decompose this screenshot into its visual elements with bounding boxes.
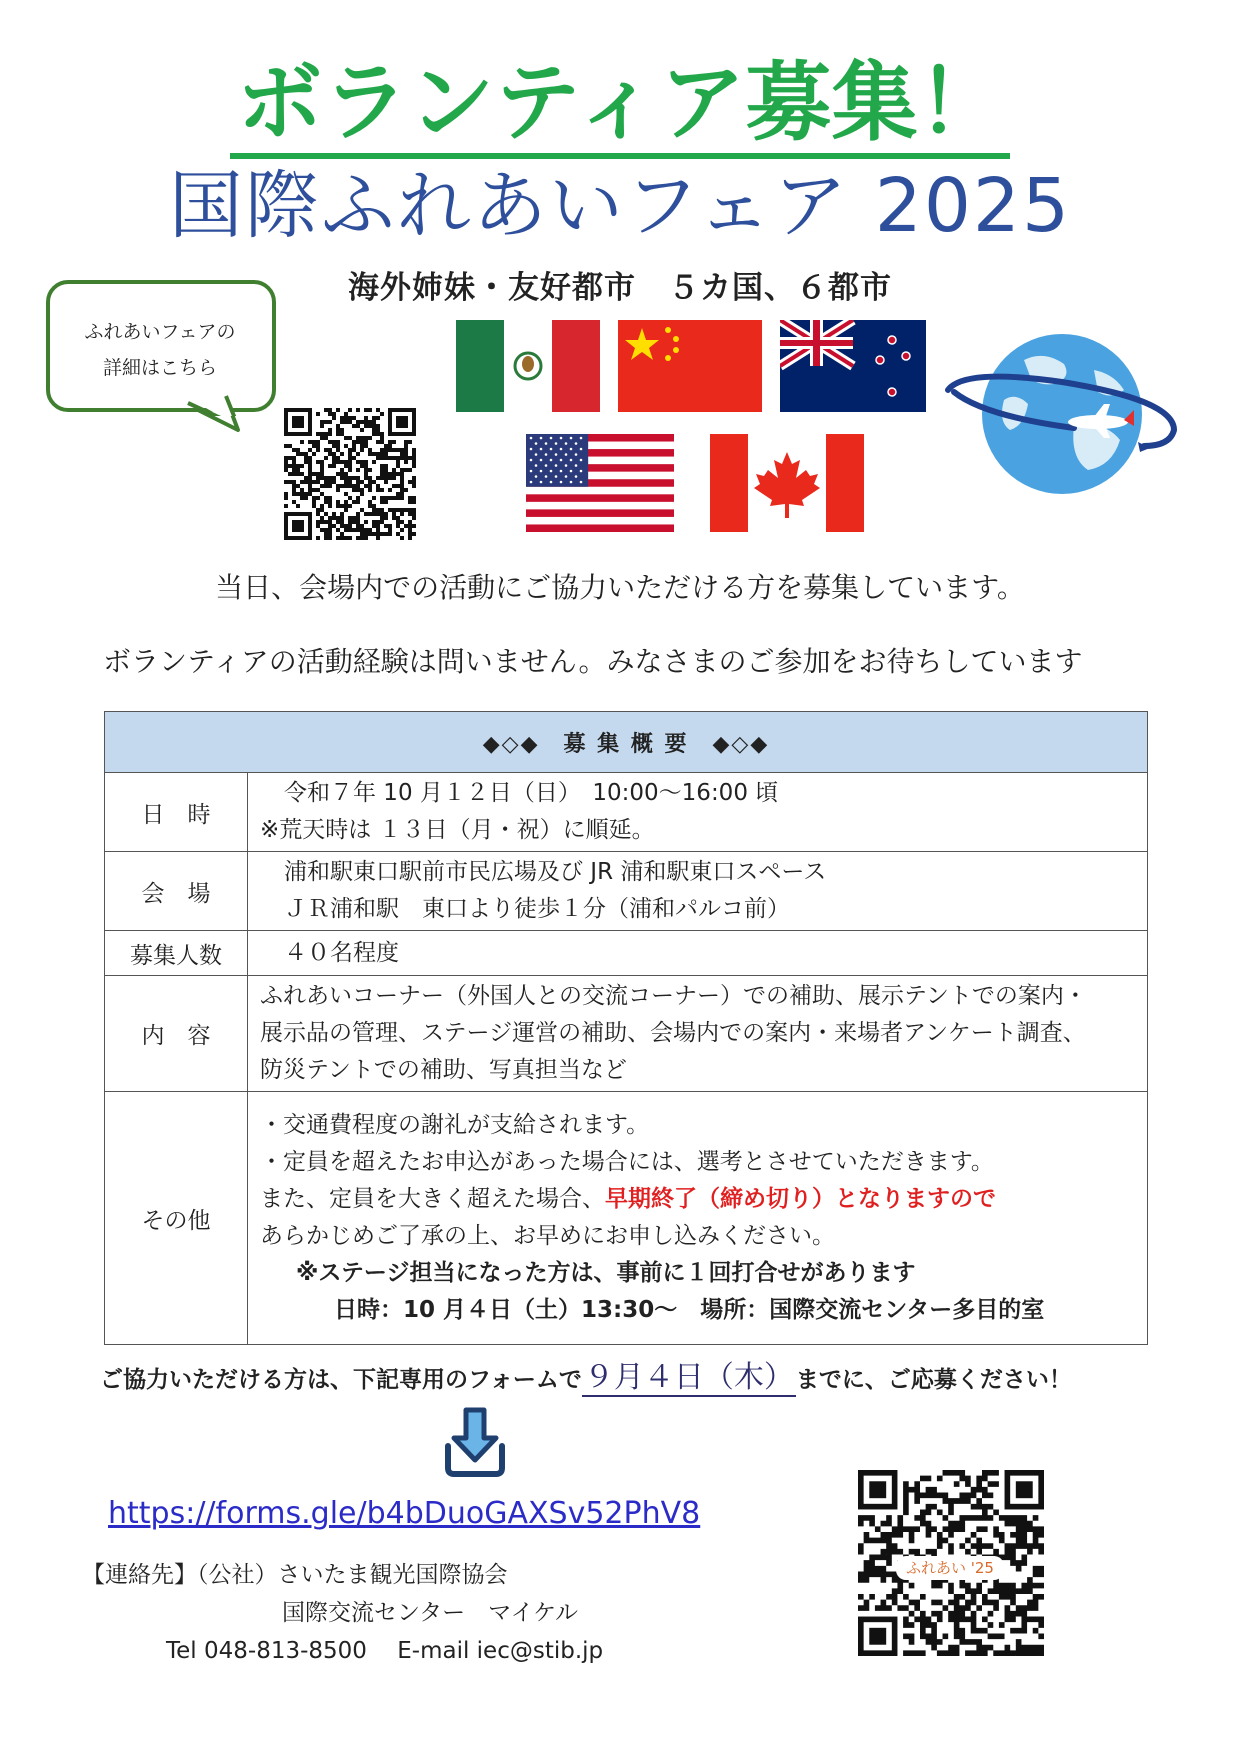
intro-line-1: 当日、会場内での活動にご協力いただける方を募集しています。 <box>215 571 1025 604</box>
apply-suffix: までに、ご応募ください！ <box>795 1367 1072 1393</box>
content-line-3: 防災テントでの補助、写真担当など <box>260 1057 627 1083</box>
venue-access: ＪＲ浦和駅 東口より徒歩１分（浦和パルコ前） <box>284 896 790 922</box>
other-line-4: あらかじめご了承の上、お早めにお申し込みください。 <box>260 1223 835 1249</box>
venue-value: 浦和駅東口駅前市民広場及び JR 浦和駅東口スペース <box>284 859 827 885</box>
count-value: ４０名程度 <box>284 939 399 966</box>
main-title-text: ボランティア募集！ <box>230 53 1009 159</box>
qr-logo-label: ふれあい '25 <box>896 1556 1004 1580</box>
meeting-schedule: 日時：10 月４日（土）13:30～ 場所：国際交流センター多目的室 <box>334 1297 1045 1323</box>
china-flag <box>618 320 762 412</box>
usa-flag <box>526 434 674 532</box>
venue-label: 会 場 <box>105 852 248 931</box>
new-zealand-flag <box>780 320 926 412</box>
stage-notice: ※ステージ担当になった方は、事前に１回打合せがあります <box>296 1260 916 1286</box>
download-arrow-icon <box>440 1404 510 1484</box>
sister-cities-subtitle: 海外姉妹・友好都市 ５カ国、６都市 <box>348 270 892 306</box>
other-line-1: ・交通費程度の謝礼が支給されます。 <box>260 1112 650 1138</box>
intro-line-2: ボランティアの活動経験は問いません。みなさまのご参加をお待ちしています <box>103 645 1083 678</box>
table-row <box>105 1092 1148 1345</box>
date-label: 日 時 <box>105 773 248 852</box>
bubble-line-2: 詳細はこちら <box>102 357 217 379</box>
contact-person: 国際交流センター マイケル <box>282 1600 579 1626</box>
other-line-3-text: また、定員を大きく超えた場合、 <box>260 1186 605 1212</box>
application-qr-code[interactable] <box>858 1470 1044 1656</box>
apply-prefix: ご協力いただける方は、下記専用のフォームで <box>100 1367 582 1393</box>
other-label: その他 <box>105 1092 248 1345</box>
content-line-2: 展示品の管理、ステージ運営の補助、会場内での案内・来場者アンケート調査、 <box>260 1020 1086 1046</box>
bubble-line-1: ふれあいフェアの <box>84 321 236 343</box>
bubble-tail-cover <box>182 376 252 416</box>
table-heading: ◆◇◆ 募 集 概 要 ◆◇◆ <box>105 712 1148 773</box>
details-qr-code[interactable] <box>284 408 416 540</box>
apply-instruction <box>100 1352 1072 1396</box>
other-line-2: ・定員を超えたお申込があった場合には、選考とさせていただきます。 <box>260 1149 994 1175</box>
recruitment-summary-table <box>104 711 1148 1345</box>
apply-deadline: ９月４日（木） <box>583 1360 794 1395</box>
other-line-3 <box>260 1181 1135 1218</box>
date-value: 令和７年 10 月１２日（日） 10:00～16:00 頃 <box>284 780 779 806</box>
early-close-warning: 早期終了（締め切り）となりますので <box>605 1186 996 1212</box>
date-note: ※荒天時は １３日（月・祝）に順延。 <box>260 817 655 843</box>
content-label: 内 容 <box>105 976 248 1092</box>
table-row <box>105 931 1148 976</box>
table-row <box>105 852 1148 931</box>
canada-flag <box>710 434 864 532</box>
application-form-link[interactable]: https://forms.gle/b4bDuoGAXSv52PhV8 <box>108 1496 701 1531</box>
count-label: 募集人数 <box>105 931 248 976</box>
content-line-1: ふれあいコーナー（外国人との交流コーナー）での補助、展示テントでの案内・ <box>260 983 1087 1009</box>
table-row <box>105 976 1148 1092</box>
contact-tel-email: Tel 048-813-8500 E-mail iec@stib.jp <box>166 1638 604 1664</box>
mexico-flag <box>456 320 600 412</box>
globe-airplane-icon <box>944 330 1190 500</box>
contact-organization: 【連絡先】（公社）さいたま観光国際協会 <box>82 1562 508 1588</box>
event-title: 国際ふれあいフェア 2025 <box>168 163 1072 249</box>
table-row <box>105 773 1148 852</box>
